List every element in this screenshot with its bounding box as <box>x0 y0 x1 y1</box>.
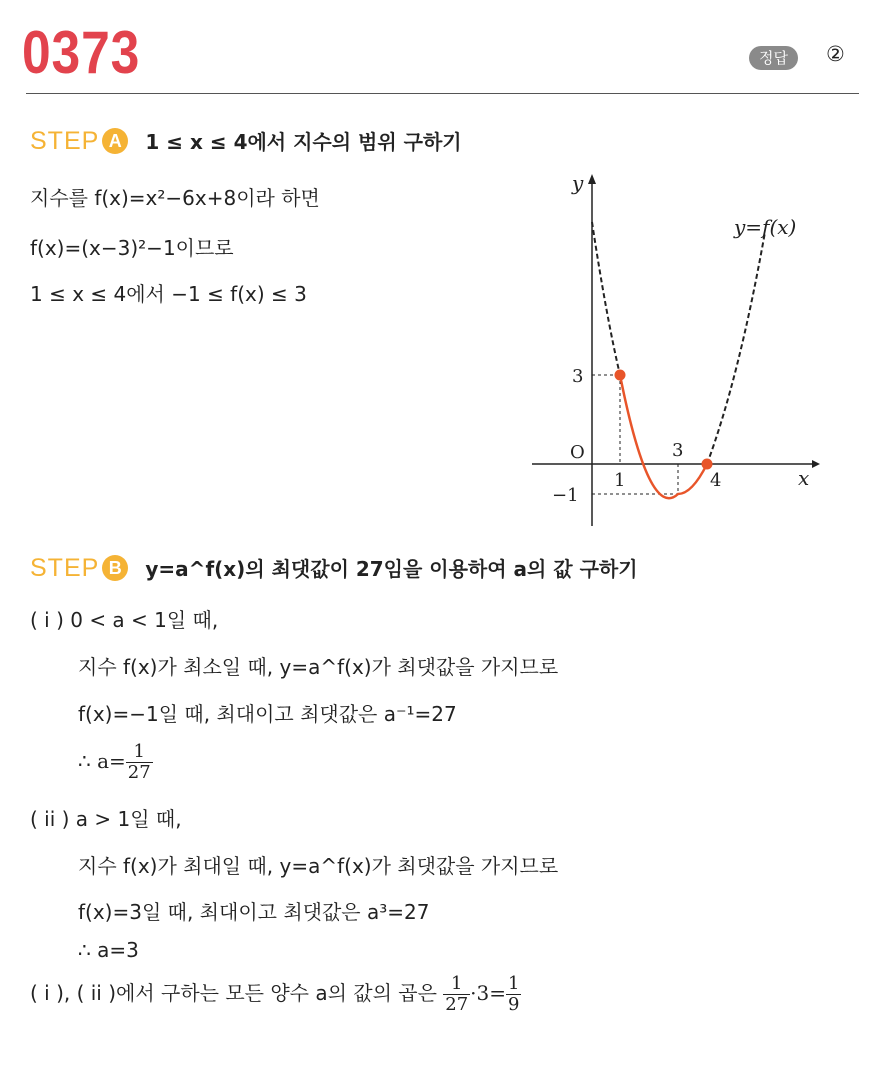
step-b-label: STEP <box>30 554 100 582</box>
conclusion-middle: ·3= <box>470 981 507 1005</box>
tick-x4: 4 <box>710 470 722 491</box>
case-i-head: ( i ) 0 < a < 1일 때, <box>30 608 219 632</box>
case-i-frac-num: 1 <box>133 741 145 762</box>
case-i-line-1: 지수 f(x)가 최소일 때, y=a^f(x)가 최댓값을 가지므로 <box>78 655 559 679</box>
conclusion-text: ( i ), ( ii )에서 구하는 모든 양수 a의 값의 곱은 <box>30 981 437 1005</box>
step-a-line-1: 지수를 f(x)=x²−6x+8이라 하면 <box>30 186 320 210</box>
conclusion <box>30 974 521 1015</box>
step-a-header <box>30 126 462 156</box>
step-a-label: STEP <box>30 127 100 155</box>
parabola-left-dashed <box>592 222 620 375</box>
conclusion-frac1-num: 1 <box>450 973 463 994</box>
step-a-title: 1 ≤ x ≤ 4에서 지수의 범위 구하기 <box>145 130 462 154</box>
case-i-therefore-text: ∴ a= <box>78 749 126 773</box>
answer-badge: 정답 <box>749 46 798 70</box>
tick-x1: 1 <box>614 470 626 491</box>
case-i-frac-den: 27 <box>127 762 151 783</box>
tick-x3: 3 <box>672 440 684 461</box>
step-b-header <box>30 553 638 583</box>
y-axis-arrow <box>588 174 596 184</box>
problem-number: 0373 <box>22 19 141 86</box>
parabola-highlight <box>620 375 707 498</box>
conclusion-frac2-den: 9 <box>508 994 520 1015</box>
answer-value: ② <box>826 42 845 66</box>
case-ii-line-1: 지수 f(x)가 최대일 때, y=a^f(x)가 최댓값을 가지므로 <box>78 854 559 878</box>
step-a-line-2: f(x)=(x−3)²−1이므로 <box>30 236 234 260</box>
case-i-line-2: f(x)=−1일 때, 최대이고 최댓값은 a⁻¹=27 <box>78 702 457 726</box>
conclusion-fraction-1 <box>443 974 470 1015</box>
point-x1 <box>615 370 626 381</box>
point-x4 <box>702 459 713 470</box>
function-graph <box>520 160 820 530</box>
x-axis-arrow <box>812 460 820 468</box>
curve-label: y=f(x) <box>734 215 797 239</box>
parabola-right-dashed <box>707 232 765 464</box>
step-a-letter: A <box>102 128 128 154</box>
x-axis-label: x <box>798 466 810 490</box>
conclusion-frac1-den: 27 <box>445 994 469 1015</box>
header-divider <box>26 93 859 94</box>
case-ii-head: ( ii ) a > 1일 때, <box>30 807 182 831</box>
step-b-title: y=a^f(x)의 최댓값이 27임을 이용하여 a의 값 구하기 <box>145 557 638 581</box>
y-axis-label: y <box>572 171 584 195</box>
conclusion-frac2-num: 1 <box>508 973 520 994</box>
case-ii-therefore: ∴ a=3 <box>78 938 139 962</box>
step-a-line-3: 1 ≤ x ≤ 4에서 −1 ≤ f(x) ≤ 3 <box>30 282 307 306</box>
case-i-therefore <box>78 742 153 783</box>
origin-label: O <box>570 442 585 463</box>
tick-y3: 3 <box>572 366 584 387</box>
step-b-letter: B <box>102 555 128 581</box>
case-i-fraction <box>126 742 153 783</box>
conclusion-fraction-2 <box>506 974 521 1015</box>
tick-ym1: −1 <box>552 485 579 506</box>
case-ii-line-2: f(x)=3일 때, 최대이고 최댓값은 a³=27 <box>78 900 430 924</box>
